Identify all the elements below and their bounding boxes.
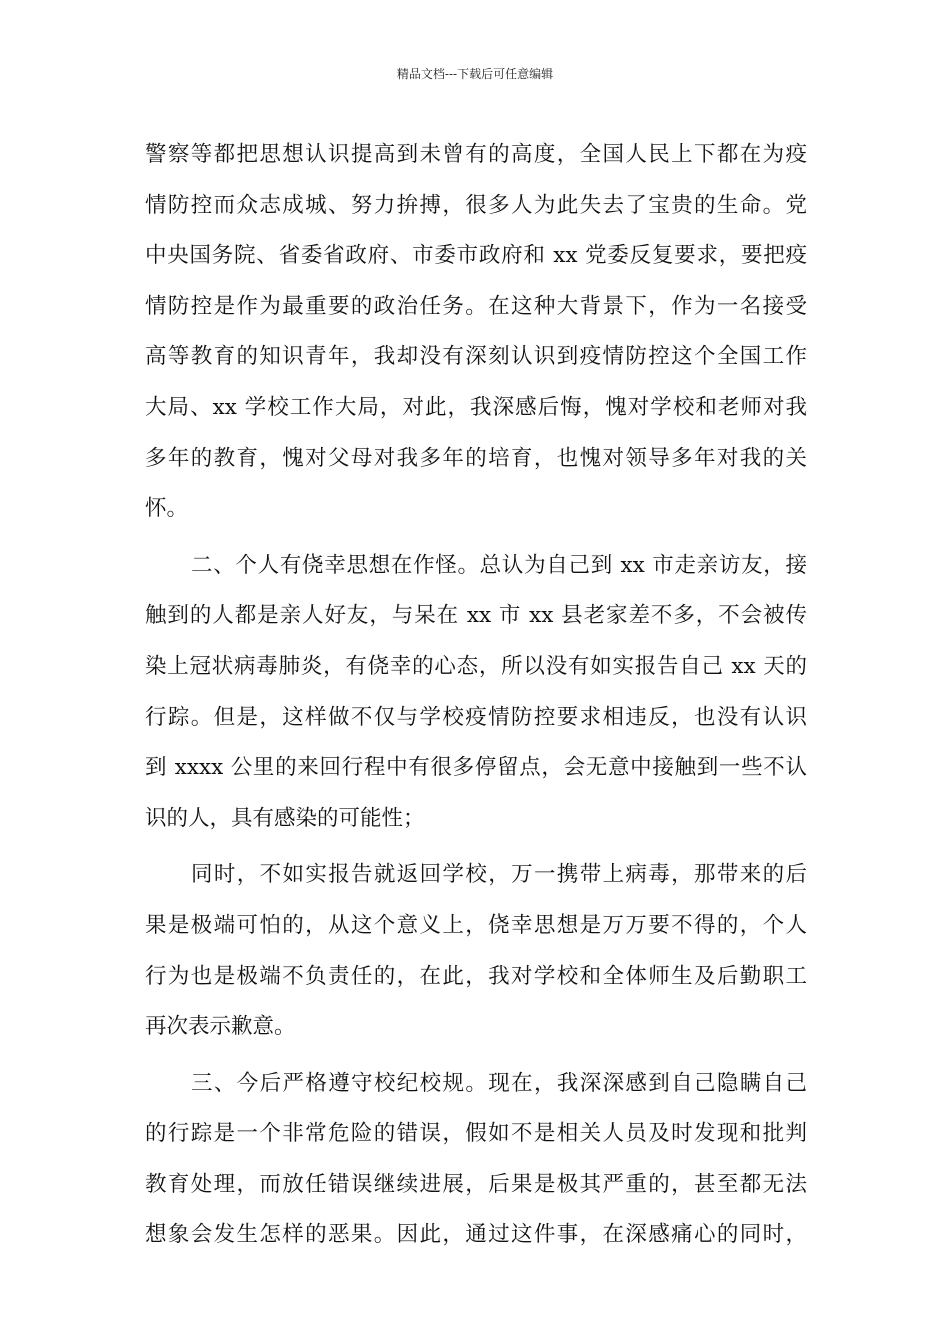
text-line: 触到的人都是亲人好友，与呆在 xx 市 xx 县老家差不多，不会被传 <box>145 603 807 629</box>
text-line: 教育处理，而放任错误继续进展，后果是极其严重的，甚至都无法 <box>145 1171 807 1197</box>
text-line: 警察等都把思想认识提高到未曾有的高度，全国人民上下都在为疫 <box>145 142 807 167</box>
document-body <box>145 130 807 1261</box>
text-line: 识的人，具有感染的可能性； <box>145 805 425 831</box>
paragraph-section-two <box>145 541 807 845</box>
text-line: 行踪。但是，这样做不仅与学校疫情防控要求相违反，也没有认识 <box>145 704 807 730</box>
text-line: 再次表示歉意。 <box>145 1014 296 1040</box>
text-line: 想象会发生怎样的恶果。因此，通过这件事，在深感痛心的同时， <box>145 1222 807 1248</box>
text-line: 多年的教育，愧对父母对我多年的培育，也愧对领导多年对我的关 <box>145 445 807 471</box>
text-line: 的行踪是一个非常危险的错误，假如不是相关人员及时发现和批判 <box>145 1121 807 1147</box>
text-line: 三、今后严格遵守校纪校规。现在，我深深感到自己隐瞒自己 <box>191 1070 807 1096</box>
text-line: 大局、xx 学校工作大局，对此，我深感后悔，愧对学校和老师对我 <box>145 394 807 420</box>
text-line: 行为也是极端不负责任的，在此，我对学校和全体师生及后勤职工 <box>145 963 807 989</box>
text-line: 同时，不如实报告就返回学校，万一携带上病毒，那带来的后 <box>191 862 807 888</box>
text-line: 到 xxxx 公里的来回行程中有很多停留点，会无意中接触到一些不认 <box>145 755 807 781</box>
paragraph-continuation <box>145 130 807 535</box>
text-line: 二、个人有侥幸思想在作怪。总认为自己到 xx 市走亲访友，接 <box>191 552 807 578</box>
text-line: 中央国务院、省委省政府、市委市政府和 xx 党委反复要求，要把疫 <box>145 243 807 269</box>
text-line: 怀。 <box>145 496 189 522</box>
page-header: 精品文档---下载后可任意编辑 <box>396 67 554 81</box>
paragraph-section-three <box>145 1059 807 1261</box>
text-line: 情防控而众志成城、努力拚搏，很多人为此失去了宝贵的生命。党 <box>145 192 807 218</box>
text-line: 情防控是作为最重要的政治任务。在这种大背景下，作为一名接受 <box>145 293 807 319</box>
text-line: 染上冠状病毒肺炎，有侥幸的心态，所以没有如实报告自己 xx 天的 <box>145 653 807 679</box>
text-line: 果是极端可怕的，从这个意义上，侥幸思想是万万要不得的，个人 <box>145 912 807 938</box>
text-line: 高等教育的知识青年，我却没有深刻认识到疫情防控这个全国工作 <box>145 344 807 370</box>
paragraph-meanwhile <box>145 850 807 1052</box>
